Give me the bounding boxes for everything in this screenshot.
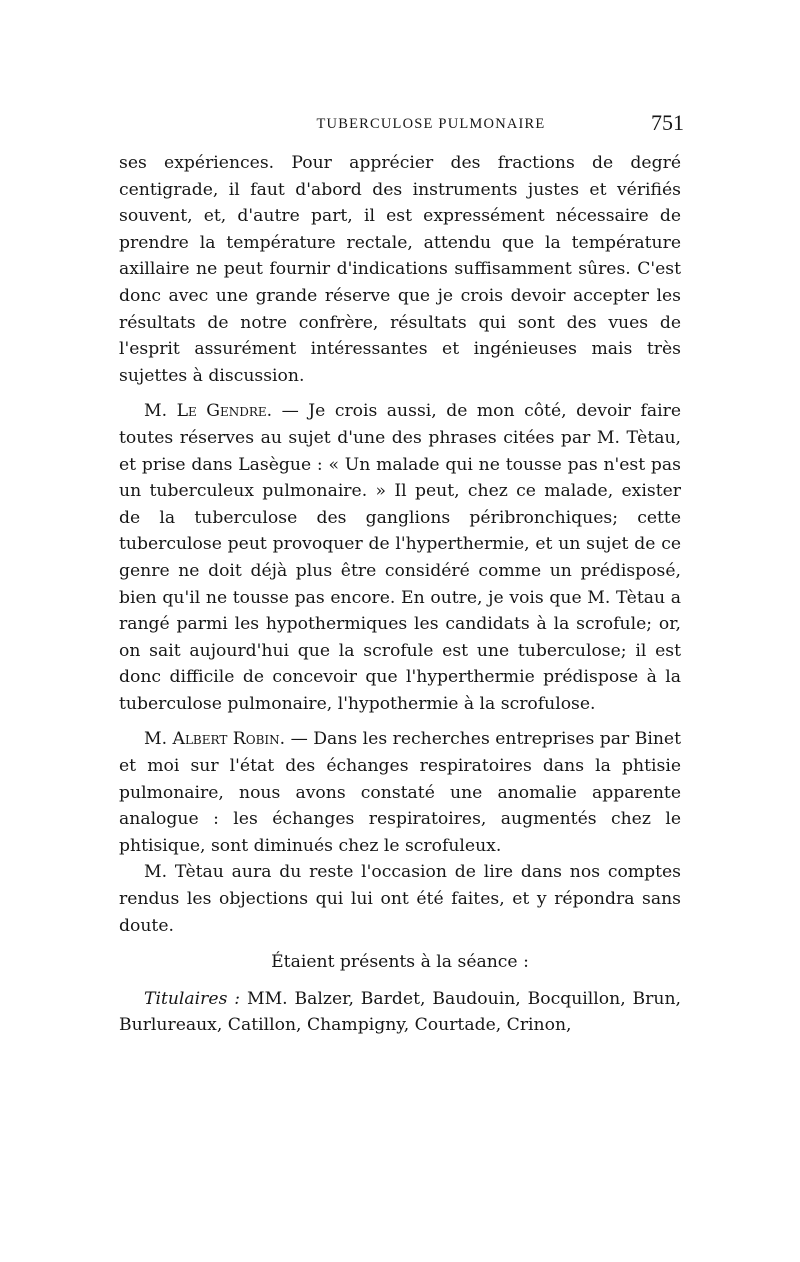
running-title: TUBERCULOSE PULMONAIRE: [316, 116, 546, 132]
speaker-name: Albert Robin: [172, 729, 280, 750]
paragraph-le-gendre: [119, 398, 681, 717]
attendance-heading: Étaient présents à la séance :: [271, 952, 529, 973]
speaker-prefix: M.: [144, 401, 177, 422]
body-text: [119, 150, 681, 1039]
paragraph-tetau-reply: M. Tètau aura du reste l'occasion de lire dans nos comptes rendus les objections qui lui ont été faites, et y répondra sans doute.: [119, 862, 681, 936]
speaker-name: Le Gendre: [176, 401, 267, 422]
titulaires-label: Titulaires :: [144, 988, 241, 1009]
page-content: [119, 110, 684, 1039]
paragraph-continuation: ses expériences. Pour apprécier des fractions de degré centigrade, il faut d'abord des instruments justes et vérifiés souvent, et, d'autre part, il est expressément nécessaire de prendre la température rectale, attendu que la température axillaire ne peut fournir d'indications suffisamment sûres. C'est donc avec une grande réserve que je crois devoir accepter les résultats de notre confrère, résultats qui sont des vues de l'esprit assurément intéressantes et ingénieuses mais très sujettes à discussion.: [119, 153, 681, 386]
paragraph-text: . — Dans les recherches entreprises par Binet et moi sur l'état des échanges respiratoires dans la phtisie pulmonaire, nous avons constaté une anomalie apparente analogue : les échanges respiratoires, augmentés chez le phtisique, sont diminués chez le scrofuleux.: [119, 729, 682, 856]
running-header: [119, 110, 684, 140]
attendance-list: [119, 986, 681, 1039]
speaker-prefix: M.: [144, 729, 173, 750]
paragraph-text: . — Je crois aussi, de mon côté, devoir faire toutes réserves au sujet d'une des phrases citées par M. Tètau, et prise dans Lasègue : « Un malade qui ne tousse pas n'est pas un tuberculeux pulmonaire. » Il peut, chez ce malade, exister de la tuberculose des ganglions péribronchiques; cette tuberculose peut provoquer de l'hyperthermie, et un sujet de ce genre ne doit déjà plus être considéré comme un prédisposé, bien qu'il ne tousse pas encore. En outre, je vois que M. Tètau a rangé parmi les hypothermiques les candidats à la scrofule; or, on sait aujourd'hui que la scrofule est une tuberculose; il est donc difficile de concevoir que l'hyperthermie prédispose à la tuberculose pulmonaire, l'hypothermie à la scrofulose.: [119, 401, 682, 714]
paragraph-albert-robin: [119, 726, 681, 859]
titulaires-names: MM. Balzer, Bardet, Baudouin, Bocquillon, Brun, Burlureaux, Catillon, Champigny, Courtade, Crinon,: [119, 988, 681, 1036]
page-number: 751: [651, 110, 684, 135]
